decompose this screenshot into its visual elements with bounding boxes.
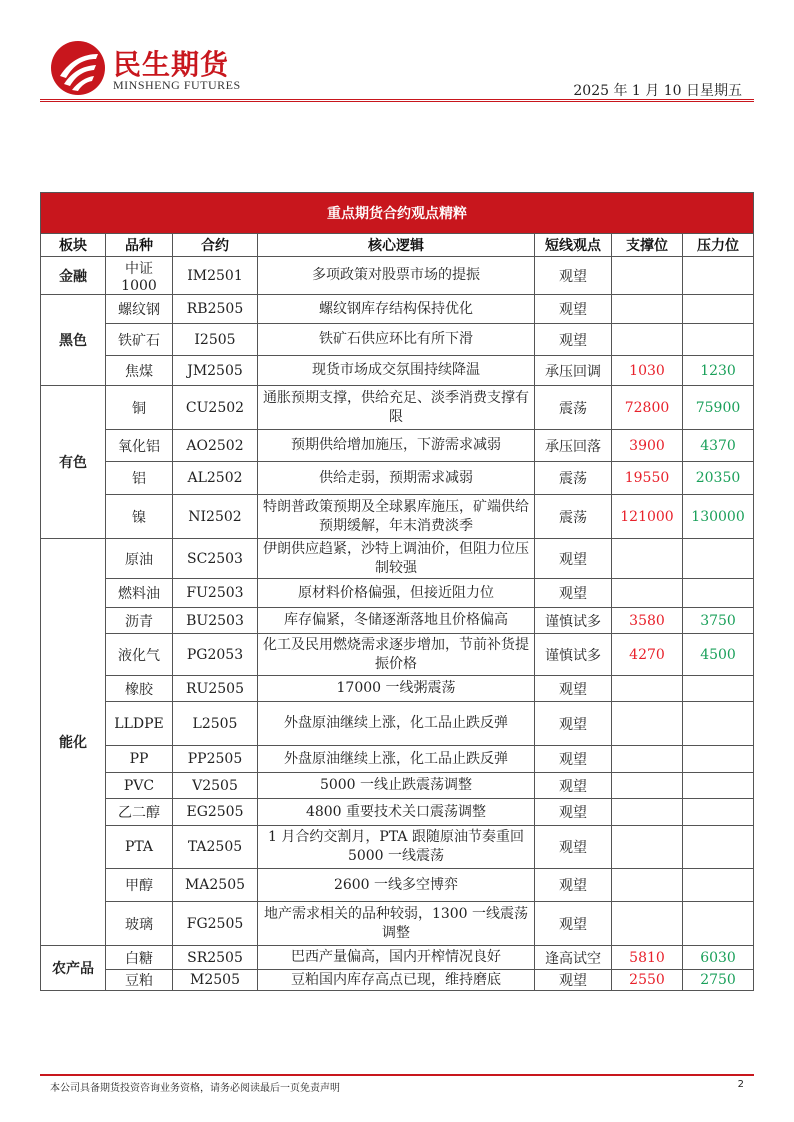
brand-name-cn: 民生期货: [113, 48, 230, 81]
support-cell: 5810: [612, 946, 683, 970]
variety-cell: PP: [106, 746, 173, 773]
sector-cell: 农产品: [41, 946, 106, 991]
variety-cell: 镍: [106, 495, 173, 539]
support-cell: [612, 826, 683, 869]
header-divider-2: [40, 101, 754, 102]
view-cell: 观望: [535, 676, 612, 702]
logic-cell: 供给走弱，预期需求减弱: [258, 462, 535, 495]
table-row: [41, 970, 754, 991]
variety-cell: 液化气: [106, 634, 173, 676]
logic-cell: 巴西产量偏高，国内开榨情况良好: [258, 946, 535, 970]
table-row: [41, 946, 754, 970]
contract-cell: FG2505: [173, 902, 258, 946]
resistance-cell: 75900: [683, 386, 754, 430]
support-cell: 1030: [612, 356, 683, 386]
resistance-cell: 3750: [683, 608, 754, 634]
support-cell: [612, 579, 683, 608]
support-cell: [612, 295, 683, 324]
view-cell: 承压回调: [535, 356, 612, 386]
view-cell: 观望: [535, 869, 612, 902]
column-header-variety: 品种: [106, 234, 173, 257]
table-row: [41, 356, 754, 386]
table-row: [41, 799, 754, 826]
variety-cell: 橡胶: [106, 676, 173, 702]
logic-cell: 外盘原油继续上涨，化工品止跌反弹: [258, 746, 535, 773]
variety-cell: 螺纹钢: [106, 295, 173, 324]
table-row: [41, 495, 754, 539]
variety-cell: 中证1000: [106, 257, 173, 295]
contract-cell: TA2505: [173, 826, 258, 869]
contract-cell: CU2502: [173, 386, 258, 430]
contract-cell: SC2503: [173, 539, 258, 579]
variety-cell: 乙二醇: [106, 799, 173, 826]
variety-cell: PVC: [106, 773, 173, 799]
logic-cell: 伊朗供应趋紧，沙特上调油价，但阻力位压制较强: [258, 539, 535, 579]
column-header-sector: 板块: [41, 234, 106, 257]
logic-cell: 化工及民用燃烧需求逐步增加，节前补货提振价格: [258, 634, 535, 676]
variety-cell: 原油: [106, 539, 173, 579]
view-cell: 观望: [535, 773, 612, 799]
view-cell: 震荡: [535, 386, 612, 430]
resistance-cell: [683, 539, 754, 579]
table-row: [41, 430, 754, 462]
sector-cell: 能化: [41, 539, 106, 946]
contract-cell: IM2501: [173, 257, 258, 295]
view-cell: 观望: [535, 324, 612, 356]
resistance-cell: [683, 826, 754, 869]
resistance-cell: [683, 799, 754, 826]
resistance-cell: [683, 579, 754, 608]
table-row: [41, 746, 754, 773]
contract-cell: RB2505: [173, 295, 258, 324]
contract-cell: V2505: [173, 773, 258, 799]
table-row: [41, 634, 754, 676]
contract-cell: EG2505: [173, 799, 258, 826]
view-cell: 观望: [535, 799, 612, 826]
contract-cell: SR2505: [173, 946, 258, 970]
support-cell: 4270: [612, 634, 683, 676]
variety-cell: 铜: [106, 386, 173, 430]
contract-cell: PP2505: [173, 746, 258, 773]
logic-cell: 库存偏紧，冬储逐渐落地且价格偏高: [258, 608, 535, 634]
logic-cell: 预期供给增加施压，下游需求减弱: [258, 430, 535, 462]
support-cell: [612, 746, 683, 773]
view-cell: 观望: [535, 295, 612, 324]
view-cell: 观望: [535, 579, 612, 608]
minsheng-logo-icon: [50, 40, 106, 96]
variety-cell: 铁矿石: [106, 324, 173, 356]
support-cell: 19550: [612, 462, 683, 495]
variety-cell: LLDPE: [106, 702, 173, 746]
logic-cell: 原材料价格偏强，但接近阻力位: [258, 579, 535, 608]
column-header-view: 短线观点: [535, 234, 612, 257]
view-cell: 观望: [535, 702, 612, 746]
resistance-cell: 1230: [683, 356, 754, 386]
logic-cell: 5000 一线止跌震荡调整: [258, 773, 535, 799]
view-cell: 观望: [535, 826, 612, 869]
brand-name-en: MINSHENG FUTURES: [113, 78, 241, 92]
contract-cell: RU2505: [173, 676, 258, 702]
sector-cell: 有色: [41, 386, 106, 539]
page-number: 2: [737, 1079, 744, 1090]
resistance-cell: [683, 324, 754, 356]
column-header-resistance: 压力位: [683, 234, 754, 257]
support-cell: [612, 257, 683, 295]
column-header-support: 支撑位: [612, 234, 683, 257]
logic-cell: 豆粕国内库存高点已现，维持磨底: [258, 970, 535, 991]
support-cell: 72800: [612, 386, 683, 430]
resistance-cell: 20350: [683, 462, 754, 495]
table-row: [41, 324, 754, 356]
table-row: [41, 579, 754, 608]
support-cell: [612, 702, 683, 746]
contract-cell: AO2502: [173, 430, 258, 462]
variety-cell: 白糖: [106, 946, 173, 970]
table-row: [41, 295, 754, 324]
table-row: [41, 539, 754, 579]
support-cell: [612, 676, 683, 702]
logic-cell: 多项政策对股票市场的提振: [258, 257, 535, 295]
variety-cell: 氧化铝: [106, 430, 173, 462]
table-row: [41, 702, 754, 746]
footer-divider: [40, 1074, 754, 1076]
logic-cell: 1 月合约交割月，PTA 跟随原油节奏重回 5000 一线震荡: [258, 826, 535, 869]
table-row: [41, 773, 754, 799]
view-cell: 观望: [535, 902, 612, 946]
table-row: [41, 826, 754, 869]
logic-cell: 现货市场成交氛围持续降温: [258, 356, 535, 386]
variety-cell: 铝: [106, 462, 173, 495]
view-cell: 承压回落: [535, 430, 612, 462]
footer-disclaimer: 本公司具备期货投资咨询业务资格，请务必阅读最后一页免责声明: [50, 1083, 340, 1094]
support-cell: [612, 799, 683, 826]
view-cell: 逢高试空: [535, 946, 612, 970]
logic-cell: 通胀预期支撑，供给充足、淡季消费支撑有限: [258, 386, 535, 430]
resistance-cell: [683, 902, 754, 946]
resistance-cell: [683, 746, 754, 773]
contract-cell: BU2503: [173, 608, 258, 634]
table-row: [41, 386, 754, 430]
support-cell: 121000: [612, 495, 683, 539]
resistance-cell: 6030: [683, 946, 754, 970]
view-cell: 观望: [535, 539, 612, 579]
view-cell: 观望: [535, 970, 612, 991]
table-row: [41, 608, 754, 634]
resistance-cell: [683, 676, 754, 702]
view-cell: 谨慎试多: [535, 634, 612, 676]
logic-cell: 地产需求相关的品种较弱，1300 一线震荡调整: [258, 902, 535, 946]
logic-cell: 外盘原油继续上涨，化工品止跌反弹: [258, 702, 535, 746]
contract-cell: JM2505: [173, 356, 258, 386]
contract-cell: FU2503: [173, 579, 258, 608]
resistance-cell: 2750: [683, 970, 754, 991]
support-cell: 3900: [612, 430, 683, 462]
variety-cell: 焦煤: [106, 356, 173, 386]
contract-cell: AL2502: [173, 462, 258, 495]
table-row: [41, 902, 754, 946]
report-date: 2025 年 1 月 10 日星期五: [573, 83, 742, 99]
logic-cell: 特朗普政策预期及全球累库施压，矿端供给预期缓解，年末消费淡季: [258, 495, 535, 539]
column-header-contract: 合约: [173, 234, 258, 257]
resistance-cell: [683, 295, 754, 324]
contract-cell: M2505: [173, 970, 258, 991]
contract-cell: NI2502: [173, 495, 258, 539]
support-cell: [612, 324, 683, 356]
contract-cell: I2505: [173, 324, 258, 356]
logic-cell: 4800 重要技术关口震荡调整: [258, 799, 535, 826]
resistance-cell: [683, 869, 754, 902]
support-cell: 2550: [612, 970, 683, 991]
logic-cell: 17000 一线粥震荡: [258, 676, 535, 702]
support-cell: [612, 869, 683, 902]
variety-cell: 沥青: [106, 608, 173, 634]
support-cell: [612, 539, 683, 579]
sector-cell: 黑色: [41, 295, 106, 386]
variety-cell: PTA: [106, 826, 173, 869]
futures-views-table: [40, 192, 754, 991]
resistance-cell: 130000: [683, 495, 754, 539]
table-row: [41, 676, 754, 702]
view-cell: 观望: [535, 257, 612, 295]
view-cell: 谨慎试多: [535, 608, 612, 634]
variety-cell: 豆粕: [106, 970, 173, 991]
resistance-cell: [683, 773, 754, 799]
resistance-cell: [683, 257, 754, 295]
logic-cell: 螺纹钢库存结构保持优化: [258, 295, 535, 324]
support-cell: [612, 902, 683, 946]
resistance-cell: 4370: [683, 430, 754, 462]
table-body: [41, 257, 754, 991]
column-header-logic: 核心逻辑: [258, 234, 535, 257]
contract-cell: L2505: [173, 702, 258, 746]
logic-cell: 2600 一线多空博弈: [258, 869, 535, 902]
contract-cell: MA2505: [173, 869, 258, 902]
support-cell: 3580: [612, 608, 683, 634]
support-cell: [612, 773, 683, 799]
variety-cell: 燃料油: [106, 579, 173, 608]
resistance-cell: [683, 702, 754, 746]
sector-cell: 金融: [41, 257, 106, 295]
variety-cell: 甲醇: [106, 869, 173, 902]
table-row: [41, 462, 754, 495]
view-cell: 震荡: [535, 495, 612, 539]
header-divider: [40, 99, 754, 100]
resistance-cell: 4500: [683, 634, 754, 676]
table-row: [41, 257, 754, 295]
logic-cell: 铁矿石供应环比有所下滑: [258, 324, 535, 356]
table-title: 重点期货合约观点精粹: [41, 193, 754, 234]
table-row: [41, 869, 754, 902]
view-cell: 观望: [535, 746, 612, 773]
variety-cell: 玻璃: [106, 902, 173, 946]
view-cell: 震荡: [535, 462, 612, 495]
contract-cell: PG2053: [173, 634, 258, 676]
